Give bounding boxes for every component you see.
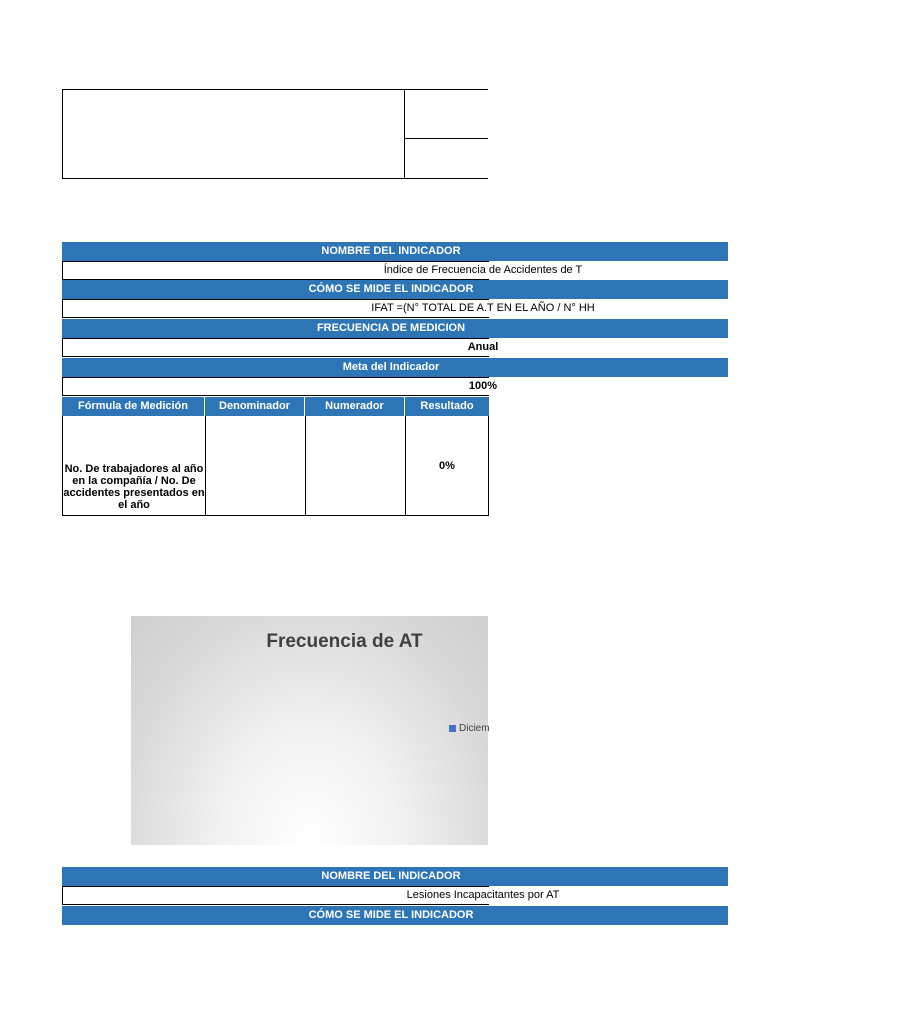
indicator-frequency-header [62,319,728,338]
column-header-numerator: Numerador [305,397,405,416]
result-cell [405,416,489,516]
indicator-goal-header [62,358,728,377]
indicator-name-header-label: NOMBRE DEL INDICADOR [321,245,461,257]
indicator-frequency-header-label: FRECUENCIA DE MEDICION [316,322,466,334]
header-version-cell [405,138,488,179]
indicator-name-row [62,261,583,280]
indicator2-name-value: Lesiones Incapacitantes por AT [406,889,560,901]
measurement-table [62,397,489,517]
indicator-measure-row [62,299,595,318]
result-value: 0% [439,459,455,472]
numerator-cell[interactable] [305,416,406,516]
indicator-measure-value: IFAT =(N° TOTAL DE A.T EN EL AÑO / N° HH [371,302,595,314]
indicator-frequency-value: Anual [467,341,499,353]
column-header-denominator: Denominador [205,397,305,416]
indicator2-name-row [62,886,560,905]
indicator2-measure-header-label: CÓMO SE MIDE EL INDICADOR [308,909,474,921]
column-header-formula: Fórmula de Medición [62,397,205,416]
indicator-name-value: Índice de Frecuencia de Accidentes de T [383,264,583,276]
legend-swatch [449,725,456,732]
indicator-measure-header [62,280,728,299]
indicator2-measure-header [62,906,728,925]
chart-title: Frecuencia de AT [266,631,423,652]
chart-legend [449,723,490,734]
indicator-goal-row [62,377,498,396]
indicator-name-header [62,242,728,261]
frequency-chart[interactable] [131,616,488,845]
indicator2-name-header-label: NOMBRE DEL INDICADOR [321,870,461,882]
indicator-frequency-row [62,338,499,357]
column-header-result: Resultado [405,397,489,416]
header-logo-cell [62,89,405,179]
header-code-cell [405,89,488,139]
denominator-cell[interactable] [205,416,306,516]
formula-text: No. De trabajadores al año en la compañía / No. De accidentes presentados en el año [63,463,205,511]
indicator-measure-header-label: CÓMO SE MIDE EL INDICADOR [308,283,474,295]
indicator-goal-header-label: Meta del Indicador [342,361,440,373]
legend-label: Diciem [459,723,490,734]
indicator2-name-header [62,867,728,886]
indicator-goal-value: 100% [468,380,498,392]
formula-cell [62,416,206,516]
